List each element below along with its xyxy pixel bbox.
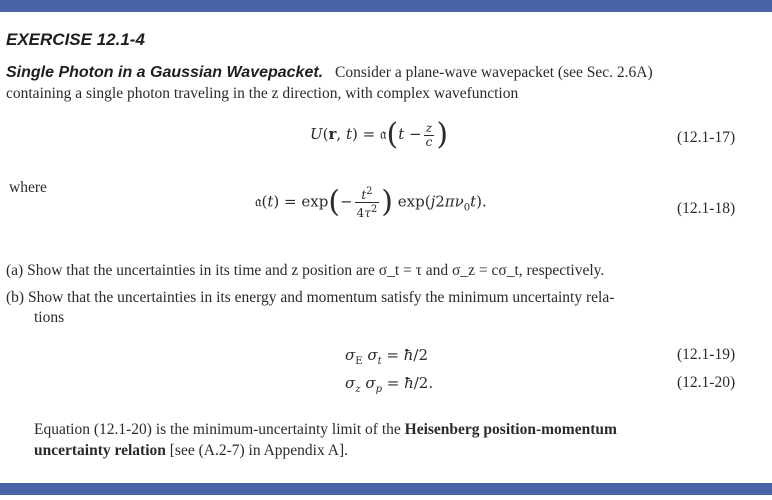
closing-bold-1: Heisenberg position-momentum: [404, 421, 617, 438]
equation-12-1-18: 𝔞(t) = exp(− $\frac{t^2}{4\tau^2}$ ) $\exp(j2\pi\nu_0t)$.: [255, 184, 487, 220]
item-a: [6, 261, 604, 281]
item-b: [6, 288, 614, 308]
closing-line-2: [34, 441, 348, 461]
equation-12-1-19: $\sigma_E$ $\sigma_t$ = ħ/2: [345, 346, 429, 367]
where-label: where: [9, 179, 47, 196]
item-b-text-line1: Show that the uncertainties in its energy and momentum satisfy the minimum uncertainty rela-: [27, 289, 615, 306]
closing-line-1: [34, 420, 617, 440]
item-b-marker: (b): [6, 289, 25, 306]
top-rule-bar: [0, 0, 772, 12]
item-a-marker: (a): [6, 262, 24, 279]
item-b-text-line2: tions: [34, 309, 65, 326]
intro-paragraph-line1: [6, 63, 653, 83]
equation-12-1-20: $\sigma_z$ $\sigma_p$ = ħ/2.: [345, 374, 434, 395]
item-a-text: Show that the uncertainties in its time and z position are σ_t = τ and σ_z = cσ_t, respectively.: [27, 262, 605, 279]
equation-12-1-17: U(r, t) = 𝔞(t − $\frac{z}{c}$ ): [310, 117, 449, 152]
equation-number-18: (12.1-18): [677, 200, 736, 217]
intro-text-1: Consider a plane-wave wavepacket (see Sec. 2.6A): [335, 64, 653, 81]
equation-number-19: (12.1-19): [677, 346, 736, 363]
exercise-title: Single Photon in a Gaussian Wavepacket.: [6, 64, 324, 81]
intro-paragraph-line2: containing a single photon traveling in the z direction, with complex wavefunction: [6, 85, 519, 102]
closing-text-post: [see (A.2-7) in Appendix A].: [165, 442, 348, 459]
closing-text-pre: Equation (12.1-20) is the minimum-uncertainty limit of the: [34, 421, 405, 438]
equation-number-20: (12.1-20): [677, 374, 736, 391]
equation-number-17: (12.1-17): [677, 129, 736, 146]
closing-bold-2: uncertainty relation: [34, 442, 166, 459]
bottom-rule-bar: [0, 483, 772, 495]
exercise-label: EXERCISE 12.1-4: [6, 30, 145, 49]
